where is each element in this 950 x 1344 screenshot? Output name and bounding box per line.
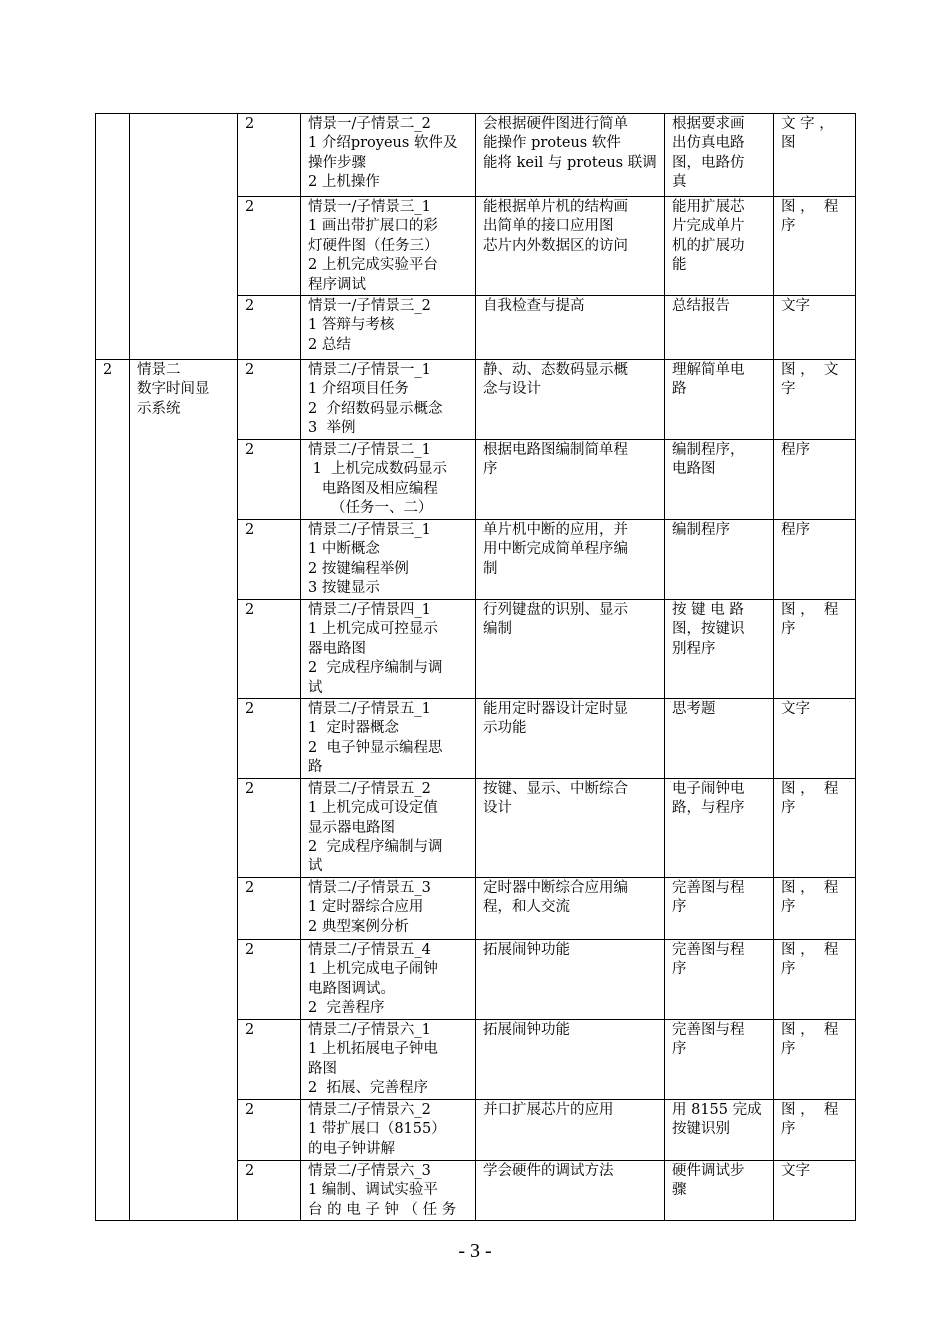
task-cell-line: 根据要求画 bbox=[672, 116, 745, 132]
content-cell-line: 情景二/子情景二_1 bbox=[308, 442, 431, 459]
content-cell-line: 情景二/子情景六_3 bbox=[308, 1162, 431, 1179]
task-cell-line: 按键识别 bbox=[672, 1121, 730, 1138]
content-cell-line: 程序调试 bbox=[308, 276, 366, 293]
task-cell-line: 电路图 bbox=[672, 461, 716, 478]
content-cell-line: 2 按键编程举例 bbox=[308, 560, 409, 577]
task-cell-line: 完善图与程 bbox=[672, 941, 745, 958]
task-cell-line: 出仿真电路 bbox=[672, 135, 745, 152]
hours-cell: 2 bbox=[238, 1019, 301, 1099]
content-cell-line: 1 定时器概念 bbox=[308, 720, 399, 737]
content-cell bbox=[301, 1160, 476, 1220]
task-cell bbox=[665, 600, 774, 699]
content-cell-line: 路 bbox=[308, 759, 323, 776]
task-cell-line: 真 bbox=[672, 174, 687, 191]
content-cell-line: 2 电子钟显示编程思 bbox=[308, 739, 443, 756]
task-cell-line: 路，与程序 bbox=[672, 800, 745, 817]
content-cell-line: 台 的 电 子 钟 （ 任 务 bbox=[308, 1201, 457, 1218]
task-cell-line: 完善图与程 bbox=[672, 879, 745, 896]
goal-cell-line: 念与设计 bbox=[483, 381, 541, 398]
content-cell-line: 2 上机操作 bbox=[308, 174, 380, 191]
content-cell-line: 2 典型案例分析 bbox=[308, 918, 409, 935]
goal-cell bbox=[476, 600, 665, 699]
goal-cell-line: 用中断完成简单程序编 bbox=[483, 541, 628, 558]
goal-cell bbox=[476, 197, 665, 296]
form-cell bbox=[774, 360, 856, 440]
task-cell bbox=[665, 1099, 774, 1160]
content-cell-line: 2 总结 bbox=[308, 336, 351, 353]
scenario-name-cell bbox=[130, 114, 238, 360]
content-cell-line: 2 上机完成实验平台 bbox=[308, 257, 438, 274]
task-cell-line: 机的扩展功 bbox=[672, 237, 745, 254]
goal-cell-line: 能操作 proteus 软件 bbox=[483, 135, 621, 152]
goal-cell bbox=[476, 520, 665, 600]
content-cell-line: 电路图调试。 bbox=[308, 980, 395, 997]
form-cell bbox=[774, 520, 856, 600]
goal-cell-line: 能根据单片机的结构画 bbox=[483, 199, 628, 215]
hours-cell: 2 bbox=[238, 1099, 301, 1160]
scenario-name-cell-line: 情景二 bbox=[137, 362, 181, 379]
task-cell bbox=[665, 197, 774, 296]
content-cell-line: 情景二/子情景六_2 bbox=[308, 1101, 431, 1118]
goal-cell-line: 单片机中断的应用，并 bbox=[483, 522, 628, 539]
hours-cell: 2 bbox=[238, 296, 301, 360]
hours-cell: 2 bbox=[238, 699, 301, 779]
content-cell-line: 1 上机完成数码显示 bbox=[308, 461, 448, 478]
scenario-number-cell: 2 bbox=[96, 360, 130, 1221]
content-cell-line: 操作步骤 bbox=[308, 154, 366, 171]
form-cell bbox=[774, 296, 856, 360]
form-cell-line: 图 ， 程 bbox=[781, 602, 839, 619]
form-cell bbox=[774, 1019, 856, 1099]
content-cell bbox=[301, 440, 476, 520]
task-cell bbox=[665, 520, 774, 600]
content-cell-line: 1 介绍项目任务 bbox=[308, 381, 409, 398]
content-cell bbox=[301, 114, 476, 197]
form-cell bbox=[774, 600, 856, 699]
course-schedule-table bbox=[95, 113, 856, 1221]
content-cell-line: 1 中断概念 bbox=[308, 541, 380, 558]
task-cell bbox=[665, 296, 774, 360]
goal-cell bbox=[476, 440, 665, 520]
content-cell bbox=[301, 699, 476, 779]
task-cell-line: 编制程序， bbox=[672, 442, 745, 459]
task-cell-line: 按 键 电 路 bbox=[672, 602, 744, 619]
task-cell-line: 理解简单电 bbox=[672, 362, 745, 379]
content-cell bbox=[301, 197, 476, 296]
task-cell-line: 编制程序 bbox=[672, 522, 730, 539]
table-row bbox=[96, 360, 856, 440]
form-cell-line: 程序 bbox=[781, 522, 810, 539]
form-cell-line: 文 字 ， bbox=[781, 116, 834, 132]
form-cell-line: 序 bbox=[781, 218, 796, 235]
goal-cell-line: 根据电路图编制简单程 bbox=[483, 442, 628, 459]
goal-cell bbox=[476, 1099, 665, 1160]
scenario-name-cell bbox=[130, 360, 238, 1221]
goal-cell-line: 并口扩展芯片的应用 bbox=[483, 1101, 614, 1118]
goal-cell-line: 序 bbox=[483, 461, 498, 478]
goal-cell-line: 定时器中断综合应用编 bbox=[483, 879, 628, 896]
goal-cell bbox=[476, 114, 665, 197]
content-cell-line: 1 介绍proyeus 软件及 bbox=[308, 135, 458, 152]
goal-cell-line: 芯片内外数据区的访问 bbox=[483, 237, 628, 254]
goal-cell-line: 静、动、态数码显示概 bbox=[483, 362, 628, 379]
goal-cell bbox=[476, 296, 665, 360]
content-cell-line: 1 画出带扩展口的彩 bbox=[308, 218, 438, 235]
task-cell bbox=[665, 877, 774, 939]
form-cell-line: 文字 bbox=[781, 1162, 810, 1179]
goal-cell bbox=[476, 778, 665, 877]
form-cell-line: 序 bbox=[781, 1041, 796, 1058]
goal-cell-line: 制 bbox=[483, 560, 498, 577]
content-cell-line: 显示器电路图 bbox=[308, 819, 395, 836]
form-cell bbox=[774, 699, 856, 779]
form-cell-line: 图 ， 程 bbox=[781, 199, 839, 215]
goal-cell bbox=[476, 1019, 665, 1099]
hours-cell: 2 bbox=[238, 939, 301, 1019]
scenario-number-cell bbox=[96, 114, 130, 360]
content-cell-line: 情景一/子情景二_2 bbox=[308, 116, 431, 132]
content-cell-line: 器电路图 bbox=[308, 640, 366, 657]
task-cell bbox=[665, 778, 774, 877]
hours-cell: 2 bbox=[238, 114, 301, 197]
form-cell-line: 序 bbox=[781, 1121, 796, 1138]
task-cell bbox=[665, 114, 774, 197]
content-cell-line: 情景二/子情景六_1 bbox=[308, 1021, 431, 1038]
content-cell-line: 1 上机拓展电子钟电 bbox=[308, 1041, 438, 1058]
form-cell bbox=[774, 197, 856, 296]
task-cell bbox=[665, 1019, 774, 1099]
content-cell-line: 2 完成程序编制与调 bbox=[308, 838, 443, 855]
task-cell-line: 片完成单片 bbox=[672, 218, 745, 235]
content-cell-line: 的电子钟讲解 bbox=[308, 1140, 395, 1157]
content-cell-line: 3 举例 bbox=[308, 420, 356, 437]
form-cell-line: 序 bbox=[781, 961, 796, 978]
hours-cell: 2 bbox=[238, 877, 301, 939]
goal-cell-line: 拓展闹钟功能 bbox=[483, 1021, 570, 1038]
goal-cell-line: 会根据硬件图进行简单 bbox=[483, 116, 628, 132]
content-cell-line: 情景二/子情景五_4 bbox=[308, 941, 431, 958]
content-cell-line: 2 拓展、完善程序 bbox=[308, 1079, 428, 1096]
task-cell-line: 路 bbox=[672, 381, 687, 398]
content-cell-line: 电路图及相应编程 bbox=[308, 480, 438, 497]
form-cell-line: 图 ， 程 bbox=[781, 780, 839, 797]
task-cell-line: 骤 bbox=[672, 1182, 687, 1199]
task-cell-line: 思考题 bbox=[672, 701, 716, 718]
goal-cell-line: 示功能 bbox=[483, 720, 527, 737]
task-cell-line: 电子闹钟电 bbox=[672, 780, 745, 797]
task-cell-line: 完善图与程 bbox=[672, 1021, 745, 1038]
hours-cell: 2 bbox=[238, 1160, 301, 1220]
content-cell-line: 1 上机完成电子闹钟 bbox=[308, 961, 438, 978]
goal-cell-line: 设计 bbox=[483, 800, 512, 817]
scenario-name-cell-line: 数字时间显 bbox=[137, 381, 210, 398]
form-cell-line: 程序 bbox=[781, 442, 810, 459]
task-cell-line: 总结报告 bbox=[672, 298, 730, 315]
content-cell-line: 灯硬件图（任务三） bbox=[308, 237, 439, 254]
task-cell-line: 用 8155 完成 bbox=[672, 1101, 762, 1118]
content-cell-line: 路图 bbox=[308, 1060, 337, 1077]
content-cell-line: 情景二/子情景五_2 bbox=[308, 780, 431, 797]
goal-cell bbox=[476, 360, 665, 440]
task-cell bbox=[665, 360, 774, 440]
form-cell bbox=[774, 1160, 856, 1220]
content-cell bbox=[301, 600, 476, 699]
form-cell bbox=[774, 939, 856, 1019]
form-cell-line: 图 ， 程 bbox=[781, 879, 839, 896]
page-number: - 3 - bbox=[458, 1240, 492, 1262]
content-cell-line: 2 完善程序 bbox=[308, 999, 385, 1016]
content-cell-line: 2 完成程序编制与调 bbox=[308, 660, 443, 677]
form-cell-line: 序 bbox=[781, 621, 796, 638]
content-cell-line: （任务一、二） bbox=[308, 500, 433, 517]
form-cell-line: 序 bbox=[781, 800, 796, 817]
form-cell bbox=[774, 877, 856, 939]
content-cell bbox=[301, 778, 476, 877]
goal-cell-line: 学会硬件的调试方法 bbox=[483, 1162, 614, 1179]
scenario-name-cell-line: 示系统 bbox=[137, 400, 181, 417]
content-cell-line: 情景二/子情景四_1 bbox=[308, 602, 431, 619]
goal-cell bbox=[476, 1160, 665, 1220]
content-cell-line: 情景二/子情景五_1 bbox=[308, 701, 431, 718]
form-cell-line: 文字 bbox=[781, 298, 810, 315]
task-cell-line: 图，按键识 bbox=[672, 621, 745, 638]
content-cell bbox=[301, 520, 476, 600]
content-cell-line: 1 编制、调试实验平 bbox=[308, 1182, 438, 1199]
form-cell bbox=[774, 114, 856, 197]
content-cell bbox=[301, 939, 476, 1019]
form-cell-line: 字 bbox=[781, 381, 796, 398]
hours-cell: 2 bbox=[238, 600, 301, 699]
form-cell bbox=[774, 778, 856, 877]
goal-cell-line: 按键、显示、中断综合 bbox=[483, 780, 628, 797]
goal-cell bbox=[476, 877, 665, 939]
hours-cell: 2 bbox=[238, 440, 301, 520]
goal-cell-line: 出简单的接口应用图 bbox=[483, 218, 614, 235]
content-cell bbox=[301, 360, 476, 440]
content-cell bbox=[301, 296, 476, 360]
form-cell-line: 图 ， 程 bbox=[781, 1101, 839, 1118]
goal-cell-line: 拓展闹钟功能 bbox=[483, 941, 570, 958]
goal-cell-line: 行列键盘的识别、显示 bbox=[483, 602, 628, 619]
content-cell-line: 1 定时器综合应用 bbox=[308, 899, 424, 916]
task-cell bbox=[665, 939, 774, 1019]
goal-cell-line: 编制 bbox=[483, 621, 512, 638]
form-cell-line: 图 ， 程 bbox=[781, 941, 839, 958]
hours-cell: 2 bbox=[238, 520, 301, 600]
content-cell-line: 1 上机完成可设定值 bbox=[308, 800, 438, 817]
content-cell-line: 情景二/子情景五_3 bbox=[308, 879, 431, 896]
form-cell-line: 图 ， 程 bbox=[781, 1021, 839, 1038]
goal-cell bbox=[476, 939, 665, 1019]
task-cell bbox=[665, 1160, 774, 1220]
hours-cell: 2 bbox=[238, 197, 301, 296]
content-cell-line: 试 bbox=[308, 679, 323, 696]
hours-cell: 2 bbox=[238, 778, 301, 877]
form-cell-line: 序 bbox=[781, 899, 796, 916]
goal-cell-line: 自我检查与提高 bbox=[483, 298, 585, 315]
table-body bbox=[96, 114, 856, 1221]
task-cell-line: 硬件调试步 bbox=[672, 1162, 745, 1179]
form-cell bbox=[774, 440, 856, 520]
goal-cell-line: 能用定时器设计定时显 bbox=[483, 701, 628, 718]
form-cell-line: 图 ， 文 bbox=[781, 362, 839, 379]
content-cell bbox=[301, 1019, 476, 1099]
task-cell bbox=[665, 699, 774, 779]
goal-cell bbox=[476, 699, 665, 779]
content-cell-line: 情景二/子情景一_1 bbox=[308, 362, 431, 379]
form-cell-line: 文字 bbox=[781, 701, 810, 718]
task-cell-line: 别程序 bbox=[672, 640, 716, 657]
content-cell bbox=[301, 877, 476, 939]
content-cell-line: 情景一/子情景三_1 bbox=[308, 199, 431, 215]
task-cell-line: 能 bbox=[672, 257, 687, 274]
goal-cell-line: 程，和人交流 bbox=[483, 899, 570, 916]
content-cell-line: 试 bbox=[308, 858, 323, 875]
task-cell-line: 序 bbox=[672, 899, 687, 916]
content-cell-line: 情景二/子情景三_1 bbox=[308, 522, 431, 539]
form-cell-line: 图 bbox=[781, 135, 796, 152]
task-cell bbox=[665, 440, 774, 520]
task-cell-line: 序 bbox=[672, 961, 687, 978]
goal-cell-line: 能将 keil 与 proteus 联调 bbox=[483, 154, 657, 171]
task-cell-line: 图，电路仿 bbox=[672, 154, 745, 171]
hours-cell: 2 bbox=[238, 360, 301, 440]
form-cell bbox=[774, 1099, 856, 1160]
task-cell-line: 序 bbox=[672, 1041, 687, 1058]
content-cell-line: 3 按键显示 bbox=[308, 580, 380, 597]
content-cell bbox=[301, 1099, 476, 1160]
content-cell-line: 情景一/子情景三_2 bbox=[308, 298, 431, 315]
table-row bbox=[96, 114, 856, 197]
content-cell-line: 1 带扩展口（8155） bbox=[308, 1121, 446, 1138]
content-cell-line: 1 上机完成可控显示 bbox=[308, 621, 438, 638]
content-cell-line: 1 答辩与考核 bbox=[308, 317, 395, 334]
task-cell-line: 能用扩展芯 bbox=[672, 199, 745, 215]
content-cell-line: 2 介绍数码显示概念 bbox=[308, 400, 443, 417]
